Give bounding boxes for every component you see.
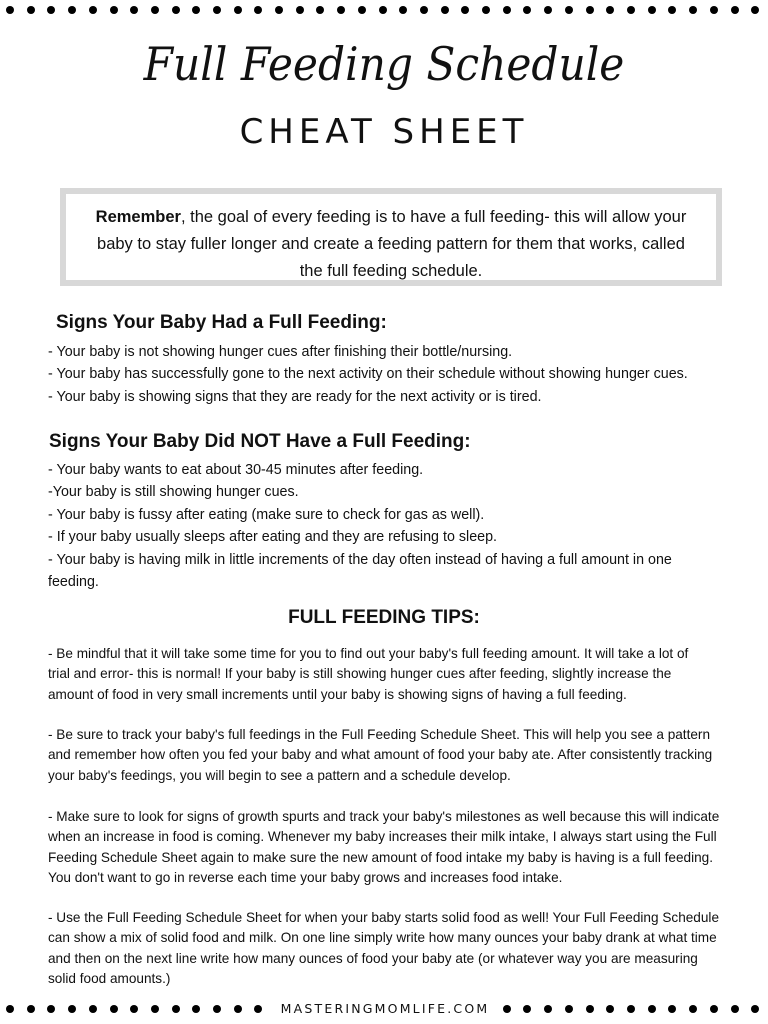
tip-line: Feeding Schedule Sheet again to make sure the new amount of food intake my baby is having is a full feeding. <box>48 849 713 865</box>
remember-text <box>72 204 710 285</box>
border-dot <box>668 1005 676 1013</box>
list-item: - Your baby is not showing hunger cues after finishing their bottle/nursing. <box>48 344 513 360</box>
border-dot <box>523 6 531 14</box>
border-dot <box>606 6 614 14</box>
border-dot <box>648 6 656 14</box>
list-item: - If your baby usually sleeps after eating and they are refusing to sleep. <box>48 529 498 546</box>
top-dotted-border <box>0 4 768 16</box>
border-dot <box>523 1005 531 1013</box>
border-dot <box>316 6 324 14</box>
border-dot <box>627 6 635 14</box>
border-dot <box>192 6 200 14</box>
border-dot <box>751 6 759 14</box>
border-dot <box>254 1005 262 1013</box>
full-feeding-heading: Signs Your Baby Had a Full Feeding: <box>56 312 387 333</box>
tip-line: and remember how often you fed your baby and what amount of food your baby ate. After consistently tracking <box>48 747 713 763</box>
border-dot <box>192 1005 200 1013</box>
tip-line: You don't want to go in reverse each time your baby grows and increases food intake. <box>48 870 563 886</box>
remember-line: , the goal of every feeding is to have a full feeding- this will allow your <box>180 208 687 226</box>
border-dot <box>482 6 490 14</box>
border-dot <box>379 6 387 14</box>
tip-line: your baby's feedings, you will begin to see a pattern and a schedule develop. <box>48 767 511 783</box>
tip-line: - Make sure to look for signs of growth spurts and track your baby's milestones as well because this will indicate <box>48 809 720 824</box>
border-dot <box>731 6 739 14</box>
border-dot <box>751 1005 759 1013</box>
border-dot <box>586 6 594 14</box>
border-dot <box>503 6 511 14</box>
tip-line: solid food amounts.) <box>48 971 171 987</box>
border-dot <box>358 6 366 14</box>
border-dot <box>130 6 138 14</box>
border-dot <box>27 1005 35 1013</box>
tip-line: - Be sure to track your baby's full feedings in the Full Feeding Schedule Sheet. This will help you see a pattern <box>48 727 711 742</box>
border-dot <box>68 6 76 14</box>
border-dot <box>565 1005 573 1013</box>
page-title: Full Feeding Schedule <box>143 37 625 91</box>
border-dot <box>68 1005 76 1013</box>
tip-line: and then on the next line write how many ounces of food your baby ate (or whatever way you are measuring <box>48 950 698 966</box>
remember-line: baby to stay fuller longer and create a feeding pattern for them that works, called <box>97 235 685 253</box>
tip-line: - Be mindful that it will take some time for you to find out your baby's full feeding amount. It will take a lot of <box>48 646 689 661</box>
list-item: - Your baby has successfully gone to the next activity on their schedule without showing hunger cues. <box>48 366 688 383</box>
border-dot <box>710 1005 718 1013</box>
tip-line: can show a mix of solid food and milk. On one line simply write how many ounces your baby drank at what time <box>48 930 717 946</box>
border-dot <box>89 6 97 14</box>
border-dot <box>213 1005 221 1013</box>
border-dot <box>151 1005 159 1013</box>
border-dot <box>689 1005 697 1013</box>
border-dot <box>503 1005 511 1013</box>
list-item: -Your baby is still showing hunger cues. <box>48 484 299 501</box>
remember-line: the full feeding schedule. <box>299 262 483 280</box>
border-dot <box>565 6 573 14</box>
not-full-feeding-heading: Signs Your Baby Did NOT Have a Full Feeding: <box>49 431 471 452</box>
tip-line: amount of food in very small increments until your baby is showing signs of having a full feeding. <box>48 686 627 702</box>
border-dot <box>337 6 345 14</box>
tip-paragraph <box>48 807 748 889</box>
border-dot <box>89 1005 97 1013</box>
border-dot <box>172 1005 180 1013</box>
tip-line: trial and error- this is normal! If your baby is still showing hunger cues after feeding, slightly increase the <box>48 666 672 682</box>
tip-paragraph <box>48 644 748 705</box>
border-dot <box>441 6 449 14</box>
border-dot <box>731 1005 739 1013</box>
border-dot <box>275 6 283 14</box>
tip-paragraph <box>48 725 748 786</box>
border-dot <box>668 6 676 14</box>
remember-bold: Remember <box>95 208 181 226</box>
border-dot <box>234 1005 242 1013</box>
border-dot <box>627 1005 635 1013</box>
border-dot <box>544 6 552 14</box>
border-dot <box>544 1005 552 1013</box>
border-dot <box>689 6 697 14</box>
border-dot <box>710 6 718 14</box>
border-dot <box>172 6 180 14</box>
border-dot <box>6 1005 14 1013</box>
border-dot <box>461 6 469 14</box>
tip-line: when an increase in food is coming. Whenever my baby increases their milk intake, I always start using the Full <box>48 829 717 845</box>
tips-heading: FULL FEEDING TIPS: <box>288 607 480 628</box>
border-dot <box>606 1005 614 1013</box>
border-dot <box>110 6 118 14</box>
border-dot <box>27 6 35 14</box>
border-dot <box>586 1005 594 1013</box>
border-dot <box>213 6 221 14</box>
page-subtitle: CHEAT SHEET <box>239 112 529 152</box>
list-item: feeding. <box>48 574 99 591</box>
not-full-feeding-list <box>48 459 748 593</box>
border-dot <box>151 6 159 14</box>
border-dot <box>420 6 428 14</box>
border-dot <box>6 6 14 14</box>
tip-paragraph <box>48 908 748 990</box>
full-feeding-list <box>48 341 748 408</box>
border-dot <box>296 6 304 14</box>
border-dot <box>110 1005 118 1013</box>
list-item: - Your baby is showing signs that they are ready for the next activity or is tired. <box>48 388 542 405</box>
list-item: - Your baby is fussy after eating (make sure to check for gas as well). <box>48 506 485 523</box>
list-item: - Your baby is having milk in little increments of the day often instead of having a full amount in one <box>48 551 672 568</box>
list-item: - Your baby wants to eat about 30-45 minutes after feeding. <box>48 462 424 478</box>
border-dot <box>399 6 407 14</box>
tip-line: - Use the Full Feeding Schedule Sheet for when your baby starts solid food as well! Your Full Feeding Schedule <box>48 910 720 925</box>
border-dot <box>648 1005 656 1013</box>
footer-site-label: MASTERINGMOMLIFE.COM <box>270 999 500 1019</box>
border-dot <box>130 1005 138 1013</box>
border-dot <box>47 1005 55 1013</box>
border-dot <box>47 6 55 14</box>
remember-callout <box>60 188 722 286</box>
border-dot <box>254 6 262 14</box>
border-dot <box>234 6 242 14</box>
